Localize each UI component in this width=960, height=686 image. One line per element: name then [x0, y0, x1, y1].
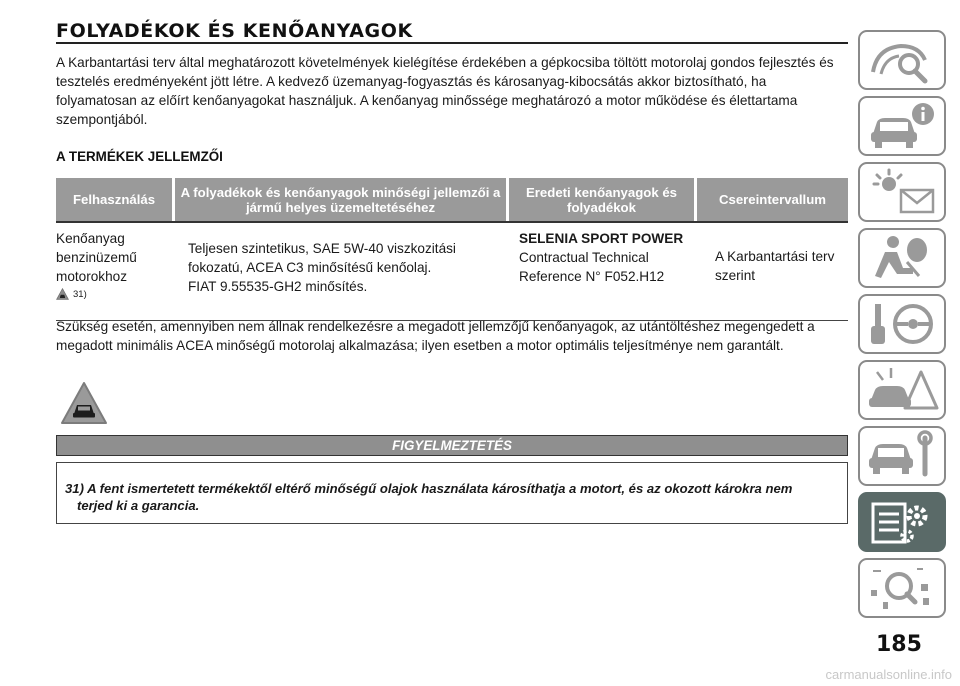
- header-quality: A folyadékok és kenőanyagok minőségi jellemzői a jármű helyes üzemeltetéséhez: [175, 178, 506, 221]
- header-original-products: Eredeti kenőanyagok és folyadékok: [509, 178, 694, 221]
- warning-triangle-icon: [60, 381, 108, 425]
- technical-data-icon: [863, 496, 941, 548]
- seat-airbag-icon: [863, 232, 941, 284]
- intro-paragraph: A Karbantartási terv által meghatározott követelmények kielégítése érdekében a gépkocsiba töltött motorolaj gondos fejlesztés és tesztelés eredményeként jött létre. A kedvező üzemanyag-fogyasztás és károsanyag-kibocsátás akkor biztosítható, ha folyamatosan az előírt kenőanyagokat használjuk. A kenőanyag minőssége meghatározó a motor működése és élettartama szempontjából.: [56, 55, 834, 127]
- warning-text: terjed ki a garancia.: [77, 498, 200, 513]
- product-name: SELENIA SPORT POWER: [519, 231, 684, 246]
- warning-text-box: [56, 462, 848, 524]
- page-number: 185: [876, 632, 922, 657]
- tab-safety[interactable]: [858, 228, 946, 288]
- emergency-warning-icon: [863, 364, 941, 416]
- tab-emergency[interactable]: [858, 360, 946, 420]
- quality-line: FIAT 9.55535-GH2 minősítés.: [188, 279, 368, 294]
- warning-text: 31) A fent ismertetett termékektől eltérő minőségű olajok használata károsíthatja a motort, és az okozott károkra nem: [65, 481, 793, 496]
- alphabetical-index-icon: [863, 562, 941, 614]
- warning-header: FIGYELMEZTETÉS: [56, 435, 848, 456]
- tab-technical-data[interactable]: [858, 492, 946, 552]
- cell-quality: [175, 229, 506, 320]
- substitution-note: Szükség esetén, amennyiben nem állnak rendelkezésre a megadott jellemzőjű kenőanyagok, az utántöltéshez megengedett a megadott minimális ACEA minőségű motorolaj alkalmazása; ilyen esetben a motor optimális teljesítménye nem garantált.: [56, 319, 815, 353]
- cell-interval: A Karbantartási terv szerint: [715, 249, 835, 283]
- tab-maintenance[interactable]: [858, 426, 946, 486]
- warning-triangle-icon: [56, 288, 69, 300]
- quality-line: Teljesen szintetikus, SAE 5W-40 viszkozitási: [188, 241, 456, 256]
- tab-car-info[interactable]: [858, 96, 946, 156]
- header-interval: Csereintervallum: [697, 178, 848, 221]
- quality-line: fokozatú, ACEA C3 minősítésű kenőolaj.: [188, 260, 432, 275]
- cell-original-product: [509, 229, 694, 320]
- usage-text: Kenőanyag benzinüzemű motorokhoz: [56, 231, 137, 284]
- page-title: FOLYADÉKOK ÉS KENŐANYAGOK: [56, 20, 413, 42]
- key-steering-wheel-icon: [863, 298, 941, 350]
- note-reference[interactable]: [56, 288, 172, 300]
- site-watermark: carmanualsonline.info: [825, 667, 952, 682]
- table-row: [56, 223, 848, 320]
- lights-message-icon: [863, 166, 941, 218]
- title-divider: [56, 42, 848, 44]
- car-info-icon: [863, 100, 941, 152]
- product-reference: Contractual Technical Reference N° F052.H12: [519, 250, 665, 284]
- table-header-row: [56, 178, 848, 221]
- cell-usage: [56, 229, 172, 320]
- car-maintenance-icon: [863, 430, 941, 482]
- header-usage: Felhasználás: [56, 178, 172, 221]
- tab-index[interactable]: [858, 558, 946, 618]
- note-reference-number: 31): [73, 289, 87, 300]
- dashboard-search-icon: [863, 34, 941, 86]
- tab-dashboard[interactable]: [858, 30, 946, 90]
- tab-starting-driving[interactable]: [858, 294, 946, 354]
- tab-lights-messages[interactable]: [858, 162, 946, 222]
- lubricant-spec-table: [56, 178, 848, 321]
- section-heading: A TERMÉKEK JELLEMZŐI: [56, 149, 223, 164]
